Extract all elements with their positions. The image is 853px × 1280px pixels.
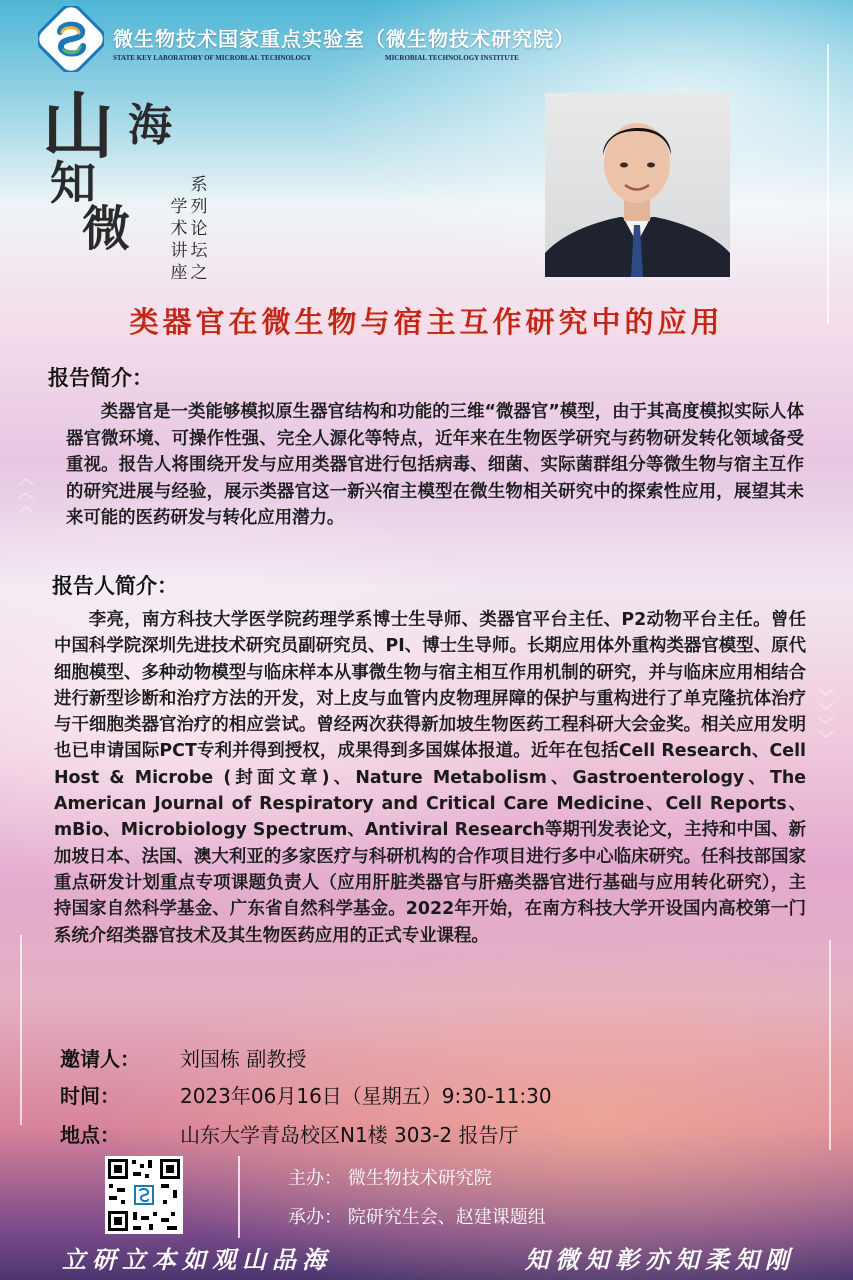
inviter-value: 刘国栋 副教授 [180, 1047, 307, 1071]
abstract-text: 类器官是一类能够模拟原生器官结构和功能的三维“微器官”模型，由于其高度模拟实际人体器官微环境、可操作性强、完全人源化等特点，近年来在生物医学研究与药物研发转化领域备受重视。报告人将围绕开发与应用类器官进行包括病毒、细菌、实际菌群组分等微生物与宿主互作的研究进展与经验，展示类器官这一新兴宿主模型在微生物相关研究中的探索性应用，展望其未来可能的医药研发与转化应用潜力。 [66, 402, 804, 528]
chevron-up-icon: ︿ ︿ ︿ [18, 469, 35, 516]
speaker-heading: 报告人简介： [52, 573, 178, 598]
series-column-lecture: 学术讲座 [170, 197, 188, 283]
calligraphy-shan: 山 [42, 83, 115, 168]
motto-left: 立研立本如观山品海 [62, 1245, 332, 1274]
time-row [60, 1080, 552, 1109]
lab-logo-icon [38, 6, 104, 72]
host-org: 主办： 微生物技术研究院 [288, 1168, 492, 1189]
decorative-line-bottom [829, 940, 831, 1150]
lab-name-cn: 微生物技术国家重点实验室（微生物技术研究院） [113, 27, 575, 51]
decorative-line-left [20, 935, 22, 1125]
lecture-title: 类器官在微生物与宿主互作研究中的应用 [129, 305, 724, 339]
place-label: 地点： [60, 1123, 120, 1147]
inviter-row [60, 1043, 306, 1072]
abstract-heading: 报告简介： [48, 365, 153, 390]
calligraphy-hai: 海 [128, 100, 172, 151]
co-host-org: 承办： 院研究生会、赵建课题组 [288, 1207, 546, 1228]
institute-name-en: MICROBIAL TECHNOLOGY INSTITUTE [385, 54, 519, 62]
time-value: 2023年06月16日（星期五）9:30-11:30 [180, 1084, 552, 1108]
qr-code[interactable] [105, 1156, 183, 1234]
lab-name-en: STATE KEY LABORATORY OF MICROBLAL TECHNOLOGY [113, 54, 312, 62]
time-label: 时间： [60, 1084, 120, 1108]
footer-divider [238, 1156, 240, 1238]
chevron-down-icon: ﹀ ﹀ ﹀ ﹀ [818, 687, 835, 748]
calligraphy-wei: 微 [82, 201, 131, 257]
inviter-label: 邀请人： [60, 1047, 140, 1071]
calligraphy-zhi: 知 [50, 156, 96, 210]
place-row [60, 1119, 519, 1148]
speaker-bio: 李亮，南方科技大学医学院药理学系博士生导师、类器官平台主任、P2动物平台主任。曾任中国科学院深圳先进技术研究员副研究员、PI、博士生导师。长期应用体外重构类器官模型、原代细胞模型、多种动物模型与临床样本从事微生物与宿主相互作用机制的研究，并与临床应用相结合进行新型诊断和治疗方法的开发，对上皮与血管内皮物理屏障的保护与重构进行了单克隆抗体治疗与干细胞类器官治疗的相应尝试。曾经两次获得新加坡生物医药工程科研大会金奖。相关应用发明也已申请国际PCT专利并得到授权，成果得到多国媒体报道。近年在包括Cell Research、Cell Host & Microbe (封面文章)、Nature Metabolism、Gastroenterology、The American Journal of Respiratory and Critical Care Medicine、Cell Reports、mBio、Microbiology Spectrum、Antiviral Research等期刊发表论文，主持和中国、新加坡日本、法国、澳大利亚的多家医疗与科研机构的合作项目进行多中心临床研究。任科技部国家重点研发计划重点专项课题负责人（应用肝脏类器官与肝癌类器官进行基础与应用转化研究），主持国家自然科学基金、广东省自然科学基金。2022年开始，在南方科技大学开设国内高校第一门系统介绍类器官技术及其生物医药应用的正式专业课程。 [54, 610, 806, 946]
motto-right: 知微知彰亦知柔知刚 [525, 1245, 795, 1274]
series-column-forum: 系列论坛之 [190, 175, 208, 283]
decorative-line-top [827, 44, 829, 324]
place-value: 山东大学青岛校区N1楼 303-2 报告厅 [180, 1123, 519, 1147]
speaker-photo [545, 93, 730, 277]
